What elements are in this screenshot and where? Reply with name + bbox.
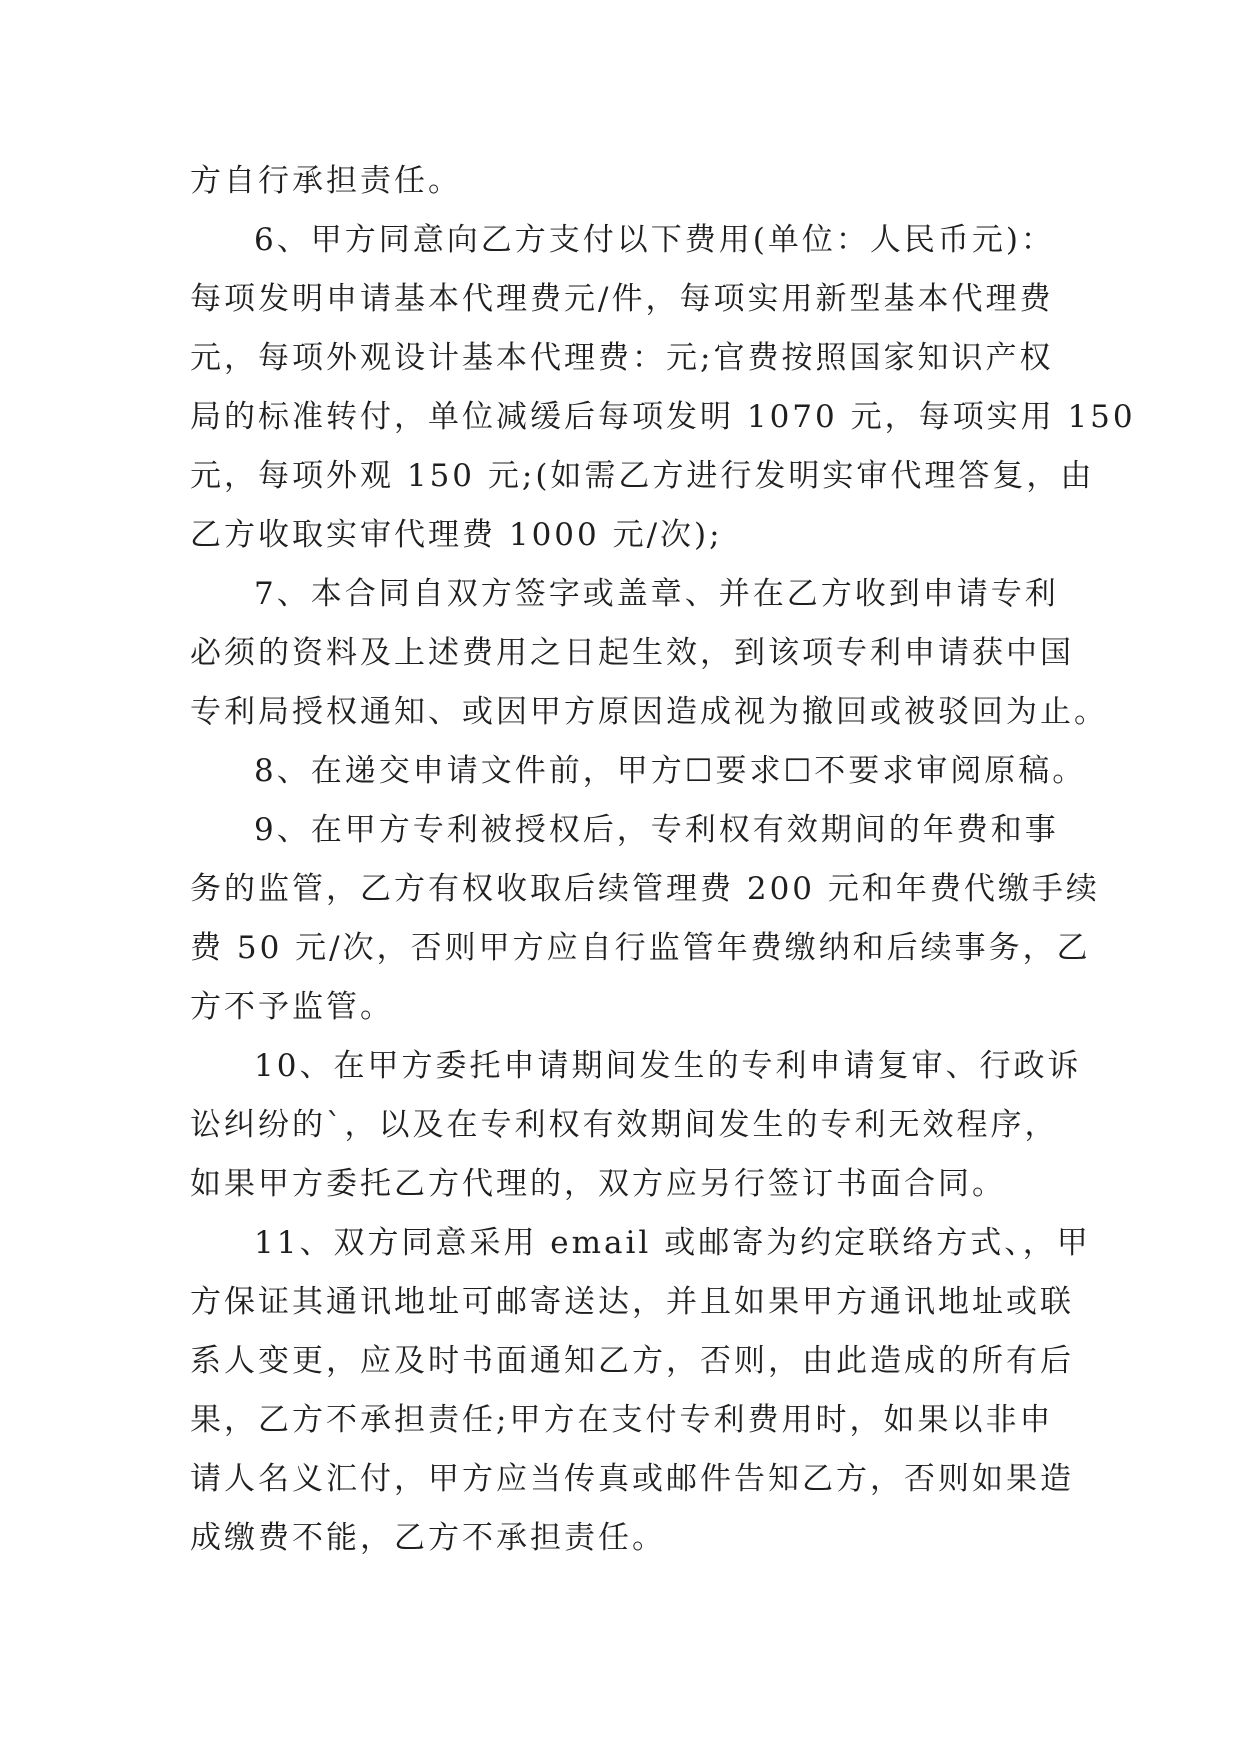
text-line: 专利局授权通知、或因甲方原因造成视为撤回或被驳回为止。	[190, 694, 1108, 730]
text-line: 6、甲方同意向乙方支付以下费用(单位：人民币元)：	[254, 222, 1055, 258]
text-line: 9、在甲方专利被授权后，专利权有效期间的年费和事	[254, 812, 1059, 848]
text-line: 元，每项外观设计基本代理费：元;官费按照国家知识产权	[190, 340, 1054, 376]
text-line: 果，乙方不承担责任;甲方在支付专利费用时，如果以非申	[190, 1402, 1054, 1438]
text-line: 方保证其通讯地址可邮寄送达，并且如果甲方通讯地址或联	[190, 1284, 1074, 1320]
text-line: 必须的资料及上述费用之日起生效，到该项专利申请获中国	[190, 635, 1074, 671]
text-line: 如果甲方委托乙方代理的，双方应另行签订书面合同。	[190, 1166, 1006, 1202]
text-line: 讼纠纷的`，以及在专利权有效期间发生的专利无效程序，	[190, 1107, 1059, 1143]
text-line: 成缴费不能，乙方不承担责任。	[190, 1520, 666, 1556]
text-line: 费 50 元/次，否则甲方应自行监管年费缴纳和后续事务，乙	[190, 930, 1091, 966]
text-line: 元，每项外观 150 元;(如需乙方进行发明实审代理答复，由	[190, 458, 1095, 494]
text-line: 方不予监管。	[190, 989, 394, 1025]
text-line: 8、在递交申请文件前，甲方☐要求☐不要求审阅原稿。	[254, 753, 1087, 789]
text-line: 乙方收取实审代理费 1000 元/次);	[190, 517, 723, 553]
text-line: 7、本合同自双方签字或盖章、并在乙方收到申请专利	[254, 576, 1059, 612]
text-line: 11、双方同意采用 email 或邮寄为约定联络方式、，甲	[254, 1225, 1091, 1261]
text-line: 务的监管，乙方有权收取后续管理费 200 元和年费代缴手续	[190, 871, 1100, 907]
text-line: 10、在甲方委托申请期间发生的专利申请复审、行政诉	[254, 1048, 1082, 1084]
text-line: 局的标准转付，单位减缓后每项发明 1070 元，每项实用 150	[190, 399, 1136, 435]
text-line: 系人变更，应及时书面通知乙方，否则，由此造成的所有后	[190, 1343, 1074, 1379]
text-line: 方自行承担责任。	[190, 163, 462, 199]
text-line: 请人名义汇付，甲方应当传真或邮件告知乙方，否则如果造	[190, 1461, 1074, 1497]
document-body	[190, 152, 1136, 1568]
text-line: 每项发明申请基本代理费元/件，每项实用新型基本代理费	[190, 281, 1054, 317]
